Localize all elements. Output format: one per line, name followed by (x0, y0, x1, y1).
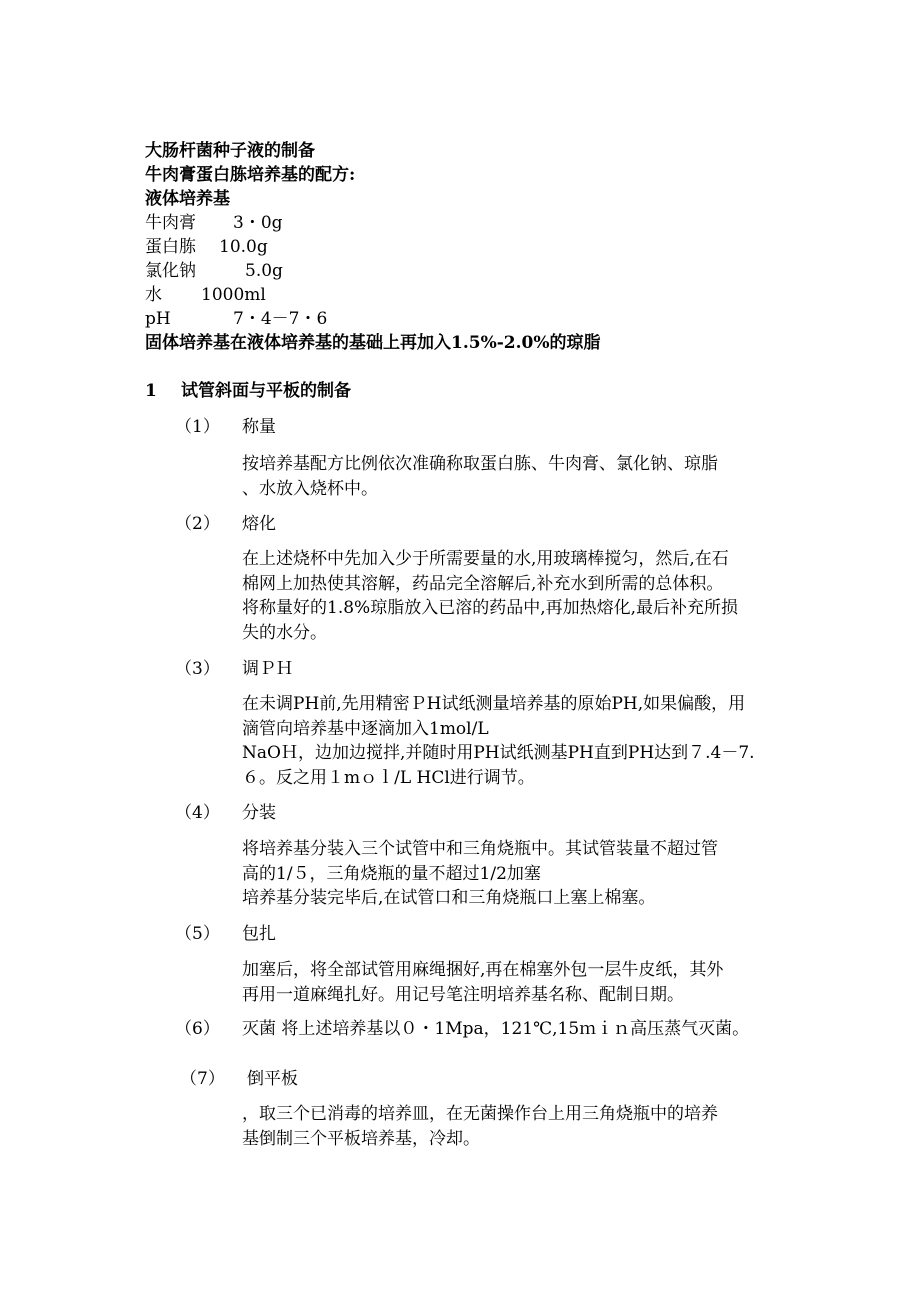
step-line: 、水放入烧杯中。 (242, 478, 378, 499)
step-line: 棉网上加热使其溶解，药品完全溶解后,补充水到所需的总体积。 (242, 573, 724, 594)
step-line: 在未调PH前,先用精密ＰH试纸测量培养基的原始PH,如果偏酸，用 (242, 694, 746, 714)
step-line: 再用一道麻绳扎好。用记号笔注明培养基名称、配制日期。 (242, 984, 684, 1005)
step-title: 调ＰＨ (242, 659, 293, 679)
step-line: ６。反之用１mｏｌ/L HCl进行调节。 (242, 767, 535, 788)
step-line: 将培养基分装入三个试管中和三角烧瓶中。其试管装量不超过管 (242, 839, 718, 859)
recipe-amount: 5.0g (245, 261, 283, 281)
step-line: 基倒制三个平板培养基，冷却。 (242, 1128, 480, 1149)
step-title: 灭菌 将上述培养基以０・1Mpa，121℃,15ｍｉｎ高压蒸气灭菌。 (242, 1019, 750, 1039)
step-line: 培养基分装完毕后,在试管口和三角烧瓶口上塞上棉塞。 (242, 888, 656, 908)
recipe-name: 水 (145, 285, 162, 305)
recipe-name: 氯化钠 (145, 261, 196, 281)
recipe-name: 牛肉膏 (145, 213, 196, 233)
step-line: 加塞后，将全部试管用麻绳捆好,再在棉塞外包一层牛皮纸，其外 (242, 960, 724, 980)
step-number: （2） (175, 514, 220, 534)
heading-seed-liquid: 大肠杆菌种子液的制备 (145, 141, 315, 161)
step-line: ，取三个已消毒的培养皿，在无菌操作台上用三角烧瓶中的培养 (242, 1104, 718, 1124)
recipe-name: pH (145, 309, 171, 329)
recipe-row (145, 259, 283, 283)
step-body (242, 1102, 787, 1151)
recipe-amount: 1000ml (201, 285, 266, 305)
step-number: （4） (175, 803, 220, 823)
step-body (242, 692, 787, 790)
step-line: 将称量好的1.8%琼脂放入已溶的药品中,再加热熔化,最后补充所损 (242, 598, 738, 618)
recipe-row (145, 235, 268, 259)
recipe-amount: 10.0g (219, 237, 268, 257)
step-title: 熔化 (242, 514, 276, 534)
step-title: 包扎 (242, 924, 276, 944)
step-body (242, 837, 787, 911)
step-number: （5） (175, 924, 220, 944)
section-title: 试管斜面与平板的制备 (181, 381, 351, 401)
recipe-row (145, 283, 266, 307)
recipe-amount: 3・0g (233, 213, 283, 233)
step-line: 滴管向培养基中逐滴加入1mol/L (242, 718, 489, 739)
step-body (242, 547, 787, 645)
section-number: 1 (145, 381, 157, 401)
step-line: 按培养基配方比例依次准确称取蛋白胨、牛肉膏、氯化钠、琼脂 (242, 454, 718, 474)
step-line: NaOＨ，边加边搅拌,并随时用PH试纸测基PH直到PH达到７.4－7. (242, 743, 755, 763)
heading-formula: 牛肉膏蛋白胨培养基的配方: (145, 165, 356, 185)
step-title: 倒平板 (247, 1069, 298, 1089)
recipe-row (145, 211, 283, 235)
solid-medium-note: 固体培养基在液体培养基的基础上再加入1.5%-2.0%的琼脂 (145, 333, 601, 353)
step-body (242, 452, 787, 501)
step-line: 高的1/５，三角烧瓶的量不超过1/2加塞 (242, 863, 541, 884)
step-number: （7） (180, 1069, 225, 1089)
step-number: （6） (175, 1019, 220, 1039)
step-line: 失的水分。 (242, 622, 327, 643)
section-heading (145, 379, 351, 403)
step-line: 在上述烧杯中先加入少于所需要量的水,用玻璃棒搅匀，然后,在石 (242, 549, 729, 569)
recipe-amount: 7・4－7・6 (233, 309, 328, 329)
recipe-row (145, 307, 327, 331)
step-title: 称量 (242, 417, 276, 437)
step-number: （3） (175, 659, 220, 679)
step-number: （1） (175, 417, 220, 437)
heading-liquid-medium: 液体培养基 (145, 189, 230, 209)
step-body (242, 958, 787, 1007)
step-title: 分装 (242, 803, 276, 823)
recipe-name: 蛋白胨 (145, 237, 196, 257)
